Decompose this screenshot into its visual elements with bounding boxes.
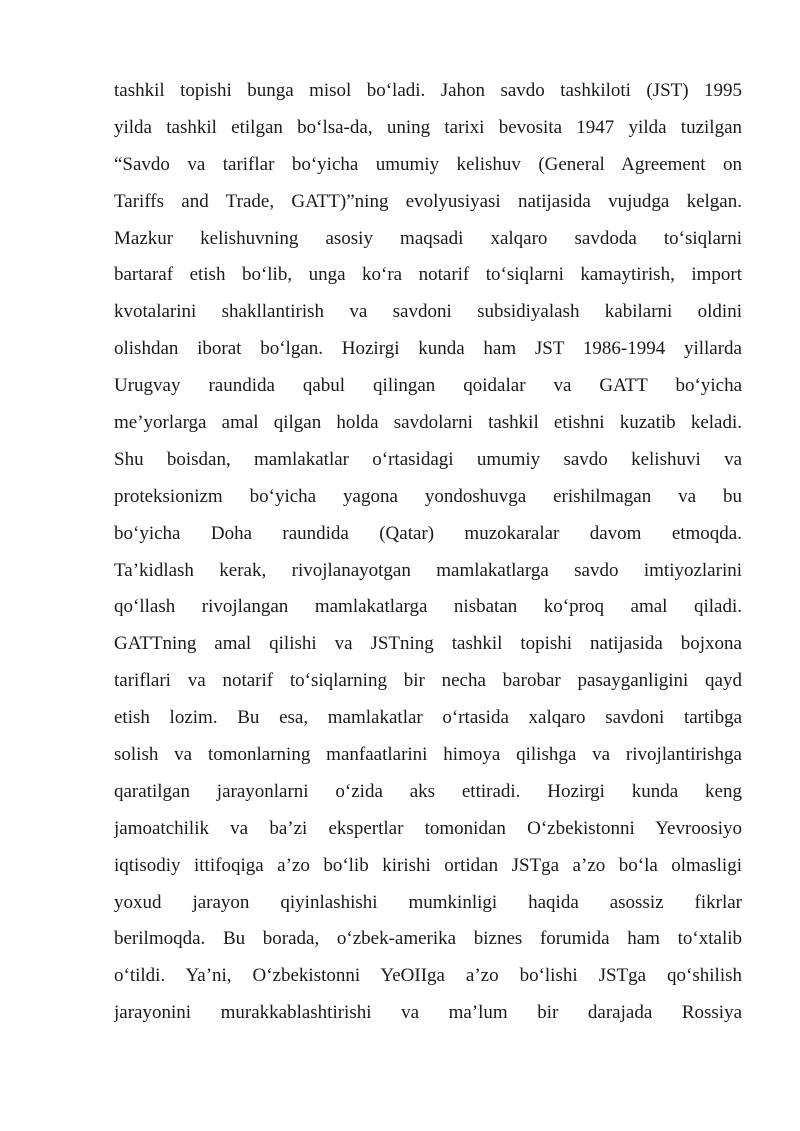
text-line: solish va tomonlarning manfaatlarini himoya qilishga va rivojlantirishga (114, 744, 742, 766)
text-line: tashkil topishi bunga misol bo‘ladi. Jahon savdo tashkiloti (JST) 1995 (114, 80, 742, 101)
text-line: Ta’kidlash kerak, rivojlanayotgan mamlakatlarga savdo imtiyozlarini (114, 559, 742, 581)
text-line: proteksionizm bo‘yicha yagona yondoshuvga erishilmagan va bu (114, 485, 742, 507)
text-line: qo‘llash rivojlangan mamlakatlarga nisbatan ko‘proq amal qiladi. (114, 596, 742, 618)
text-line: Urugvay raundida qabul qilingan qoidalar va GATT bo‘yicha (114, 375, 742, 397)
text-line: “Savdo va tariflar bo‘yicha umumiy kelishuv (General Agreement on (114, 153, 742, 175)
text-line: qaratilgan jarayonlarni o‘zida aks ettiradi. Hozirgi kunda keng (114, 780, 742, 802)
text-line: berilmoqda. Bu borada, o‘zbek-amerika biznes forumida ham to‘xtalib (114, 928, 742, 950)
text-line: etish lozim. Bu esa, mamlakatlar o‘rtasida xalqaro savdoni tartibga (114, 707, 742, 729)
body-paragraph (114, 73, 742, 1032)
text-line: me’yorlarga amal qilgan holda savdolarni tashkil etishni kuzatib keladi. (114, 412, 742, 434)
text-line: Mazkur kelishuvning asosiy maqsadi xalqaro savdoda to‘siqlarni (114, 227, 742, 249)
text-line: iqtisodiy ittifoqiga a’zo bo‘lib kirishi ortidan JSTga a’zo bo‘la olmasligi (114, 854, 742, 876)
text-line: bo‘yicha Doha raundida (Qatar) muzokaralar davom etmoqda. (114, 522, 742, 544)
text-line: yilda tashkil etilgan bo‘lsa-da, uning tarixi bevosita 1947 yilda tuzilgan (114, 116, 742, 138)
text-line: tariflari va notarif to‘siqlarning bir necha barobar pasayganligini qayd (114, 670, 742, 692)
text-line: Shu boisdan, mamlakatlar o‘rtasidagi umumiy savdo kelishuvi va (114, 448, 742, 470)
text-line: Tariffs and Trade, GATT)”ning evolyusiyasi natijasida vujudga kelgan. (114, 190, 742, 212)
text-line: o‘tildi. Ya’ni, O‘zbekistonni YeOIIga a’zo bo‘lishi JSTga qo‘shilish (114, 965, 742, 987)
text-line: jamoatchilik va ba’zi ekspertlar tomonidan O‘zbekistonni Yevroosiyo (114, 817, 742, 839)
text-line: kvotalarini shakllantirish va savdoni subsidiyalash kabilarni oldini (114, 301, 742, 323)
text-line: bartaraf etish bo‘lib, unga ko‘ra notarif to‘siqlarni kamaytirish, import (114, 264, 742, 286)
text-line: yoxud jarayon qiyinlashishi mumkinligi haqida asossiz fikrlar (114, 891, 742, 913)
text-line: jarayonini murakkablashtirishi va ma’lum bir darajada Rossiya (114, 1002, 742, 1024)
text-line: olishdan iborat bo‘lgan. Hozirgi kunda ham JST 1986-1994 yillarda (114, 338, 742, 360)
text-line: GATTning amal qilishi va JSTning tashkil topishi natijasida bojxona (114, 633, 742, 655)
